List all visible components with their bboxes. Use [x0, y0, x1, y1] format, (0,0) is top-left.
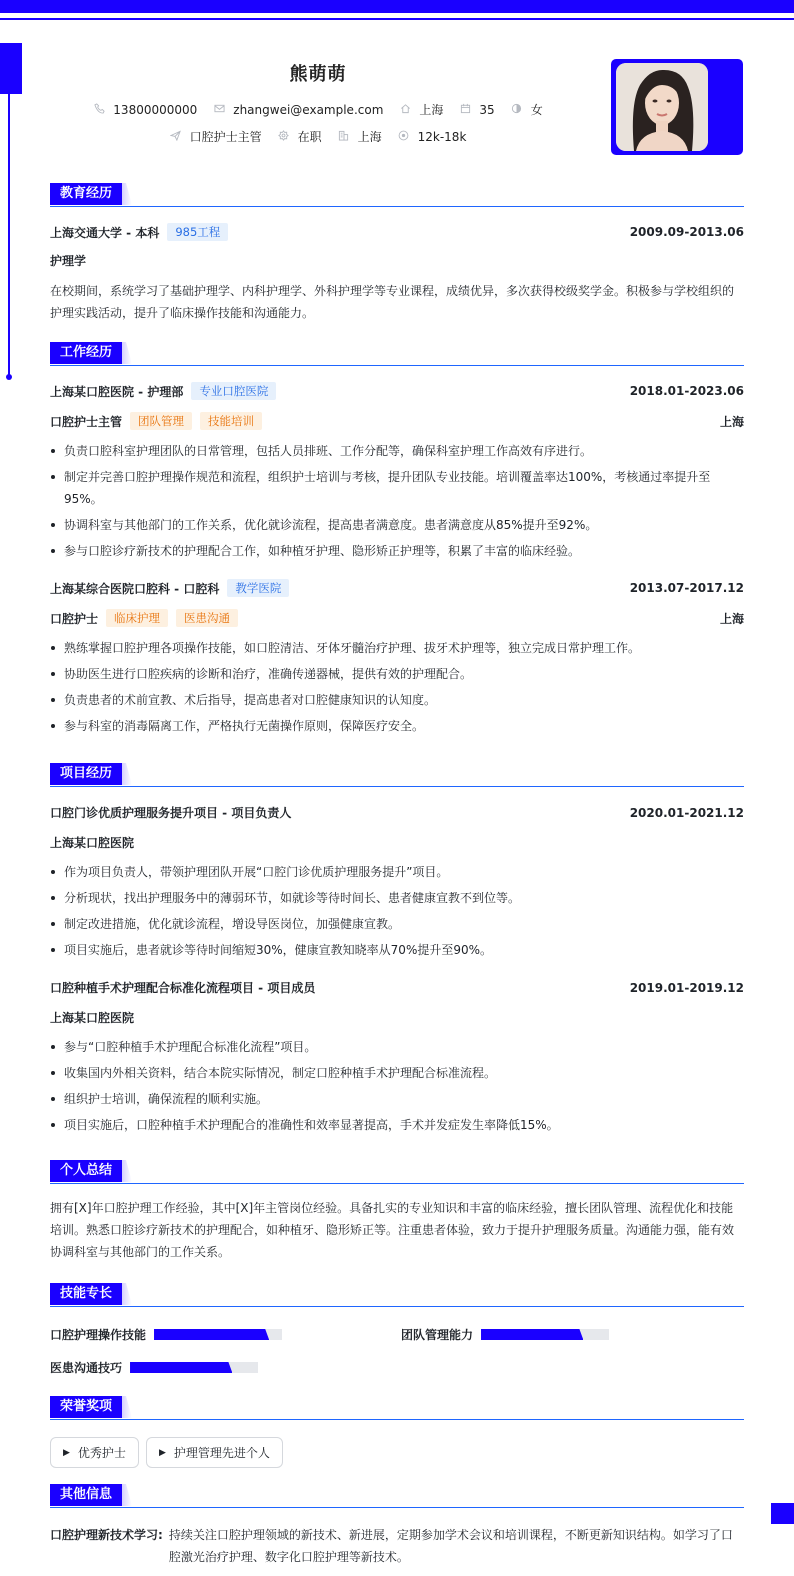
work-company-left: [50, 579, 289, 597]
phone-text: 13800000000: [113, 102, 198, 117]
role-tag: 团队管理: [130, 412, 192, 430]
work-role-left: [50, 412, 262, 430]
gender-text: 女: [530, 103, 543, 117]
gear-icon: [278, 130, 290, 144]
skill-bar-fill: [154, 1329, 269, 1340]
email-item: [213, 103, 383, 117]
award-label: 护理管理先进个人: [173, 1446, 270, 1460]
resume-name: 熊萌萌: [289, 64, 347, 85]
project-org-row: [50, 834, 744, 851]
project-org: 上海某口腔医院: [50, 1011, 135, 1025]
work-bullets: [50, 637, 744, 741]
company-tag: 教学医院: [227, 579, 289, 597]
email-text: zhangwei@example.com: [233, 102, 384, 117]
section-projects: [50, 763, 744, 787]
project-title: 口腔种植手术护理配合标准化流程项目 - 项目成员: [50, 981, 316, 995]
work-date: 2018.01-2023.06: [629, 384, 744, 398]
section-title-summary: 个人总结: [50, 1160, 122, 1182]
education-description: 在校期间，系统学习了基础护理学、内科护理学、外科护理学等专业课程，成绩优异，多次获得校级奖学金。积极参与学校组织的护理实践活动，提升了临床操作技能和沟通能力。: [50, 284, 735, 320]
work-role-left: [50, 609, 238, 627]
building-icon: [338, 130, 350, 144]
skill-item: [50, 1359, 258, 1376]
gender-item: [511, 101, 543, 118]
education-date: 2009.09-2013.06: [629, 225, 744, 239]
work-city: 上海: [719, 611, 744, 626]
school-tag: 985工程: [167, 223, 228, 241]
section-title-projects: 项目经历: [50, 763, 122, 785]
skill-bar-fill: [481, 1329, 583, 1340]
education-left: [50, 223, 228, 241]
phone-item: [93, 103, 197, 117]
project-bullets: [50, 1036, 744, 1140]
mail-icon: [213, 103, 225, 117]
list-item: 参与“口腔种植手术护理配合标准化流程”项目。: [50, 1036, 744, 1058]
coin-icon: [398, 130, 410, 144]
expected-city-text: 上海: [357, 130, 382, 144]
skill-item: [50, 1326, 282, 1343]
photo-frame: [611, 59, 743, 155]
role-name: 口腔护士: [50, 611, 99, 626]
age-text: 35: [479, 102, 495, 117]
section-title-other: 其他信息: [50, 1484, 122, 1506]
award-chip: [50, 1437, 139, 1468]
city-text: 上海: [419, 103, 444, 117]
section-skills: [50, 1283, 744, 1307]
top-accent-bar: [0, 0, 794, 13]
list-item: 制定并完善口腔护理操作规范和流程，组织护士培训与考核，提升团队专业技能。培训覆盖率达100%，考核通过率提升至95%。: [50, 466, 744, 510]
list-item: 作为项目负责人，带领护理团队开展“口腔门诊优质护理服务提升”项目。: [50, 861, 744, 883]
major-name: 护理学: [50, 254, 87, 268]
project-title: 口腔门诊优质护理服务提升项目 - 项目负责人: [50, 806, 292, 820]
list-item: 协调科室与其他部门的工作关系，优化就诊流程，提高患者满意度。患者满意度从85%提升至92%。: [50, 514, 744, 536]
bottom-right-accent-block: [771, 1503, 794, 1524]
project-org-row: [50, 1009, 744, 1026]
section-education: [50, 183, 744, 207]
other-info: [50, 1524, 744, 1568]
gender-icon: [511, 103, 523, 117]
section-title-education: 教育经历: [50, 183, 122, 205]
skill-label: 医患沟通技巧: [50, 1361, 123, 1375]
education-row: [50, 223, 744, 241]
skill-label: 团队管理能力: [401, 1328, 474, 1342]
work-date: 2013.07-2017.12: [629, 581, 744, 595]
job-item: [170, 128, 262, 145]
section-summary: [50, 1160, 744, 1184]
work-company-row: [50, 382, 744, 400]
work-role-row: [50, 412, 744, 430]
other-text: 持续关注口腔护理领域的新技术、新进展，定期参加学术会议和培训课程，不断更新知识结构。如学习了口腔激光治疗护理、数字化口腔护理等新技术。: [168, 1528, 733, 1564]
section-title-skills: 技能专长: [50, 1283, 122, 1305]
work-city: 上海: [719, 414, 744, 429]
award-chip: [146, 1437, 283, 1468]
skill-item: [401, 1326, 609, 1343]
job-text: 口腔护士主管: [189, 130, 262, 144]
expected-city-item: [338, 128, 382, 145]
play-icon: ▶: [159, 1447, 166, 1458]
role-name: 口腔护士主管: [50, 414, 123, 429]
status-text: 在职: [297, 130, 322, 144]
school-name: 上海交通大学 - 本科: [50, 225, 160, 240]
skill-bar-fill: [130, 1362, 232, 1373]
company-name: 上海某综合医院口腔科 - 口腔科: [50, 581, 220, 596]
role-tag: 医患沟通: [176, 609, 238, 627]
skill-bar-track: [154, 1329, 282, 1340]
work-company-left: [50, 382, 276, 400]
city-item: [399, 101, 443, 118]
list-item: 参与科室的消毒隔离工作，严格执行无菌操作原则，保障医疗安全。: [50, 715, 744, 737]
company-tag: 专业口腔医院: [191, 382, 276, 400]
status-item: [278, 128, 322, 145]
list-item: 组织护士培训，确保流程的顺利实施。: [50, 1088, 744, 1110]
award-label: 优秀护士: [77, 1446, 126, 1460]
project-title-row: [50, 979, 744, 996]
work-bullets: [50, 440, 744, 566]
list-item: 收集国内外相关资料，结合本院实际情况，制定口腔种植手术护理配合标准流程。: [50, 1062, 744, 1084]
other-label: 口腔护理新技术学习:: [50, 1528, 163, 1542]
project-bullets: [50, 861, 744, 965]
job-intent-row: [0, 128, 636, 145]
left-accent-dot: [6, 374, 12, 380]
list-item: 分析现状，找出护理服务中的薄弱环节，如就诊等待时间长、患者健康宣教不到位等。: [50, 887, 744, 909]
company-name: 上海某口腔医院 - 护理部: [50, 384, 184, 399]
summary-text: 拥有[X]年口腔护理工作经验，其中[X]年主管岗位经验。具备扎实的专业知识和丰富的临床经验，擅长团队管理、流程优化和技能培训。熟悉口腔诊疗新技术的护理配合，如种植牙、隐形矫正等。注重患者体验，致力于提升护理服务质量。沟通能力强，能有效协调科室与其他部门的工作关系。: [50, 1201, 735, 1259]
top-accent-line: [0, 18, 794, 20]
list-item: 项目实施后，患者就诊等待时间缩短30%，健康宣教知晓率从70%提升至90%。: [50, 939, 744, 961]
work-role-row: [50, 609, 744, 627]
salary-text: 12k-18k: [417, 129, 467, 144]
contact-row: [0, 101, 636, 118]
salary-item: [398, 130, 467, 144]
work-company-row: [50, 579, 744, 597]
list-item: 参与口腔诊疗新技术的护理配合工作，如种植牙护理、隐形矫正护理等，积累了丰富的临床经验。: [50, 540, 744, 562]
profile-photo: [616, 63, 708, 151]
list-item: 负责患者的术前宣教、术后指导，提高患者对口腔健康知识的认知度。: [50, 689, 744, 711]
project-title-row: [50, 804, 744, 821]
list-item: 熟练掌握口腔护理各项操作技能，如口腔清洁、牙体牙髓治疗护理、拔牙术护理等，独立完成日常护理工作。: [50, 637, 744, 659]
skill-bar-track: [481, 1329, 609, 1340]
project-date: 2020.01-2021.12: [629, 805, 744, 820]
list-item: 协助医生进行口腔疾病的诊断和治疗，准确传递器械，提供有效的护理配合。: [50, 663, 744, 685]
skill-bar-track: [130, 1362, 258, 1373]
age-item: [459, 103, 494, 117]
send-icon: [170, 130, 182, 144]
section-awards: [50, 1396, 744, 1420]
major-row: [50, 252, 744, 269]
project-org: 上海某口腔医院: [50, 836, 135, 850]
list-item: 制定改进措施，优化就诊流程，增设导医岗位，加强健康宣教。: [50, 913, 744, 935]
play-icon: ▶: [63, 1447, 70, 1458]
skill-label: 口腔护理操作技能: [50, 1328, 147, 1342]
section-other: [50, 1484, 744, 1508]
role-tag: 临床护理: [106, 609, 168, 627]
list-item: 项目实施后，口腔种植手术护理配合的准确性和效率显著提高，手术并发症发生率降低15%。: [50, 1114, 744, 1136]
home-icon: [399, 103, 411, 117]
phone-icon: [93, 103, 105, 117]
list-item: 负责口腔科室护理团队的日常管理，包括人员排班、工作分配等，确保科室护理工作高效有序进行。: [50, 440, 744, 462]
section-work: [50, 342, 744, 366]
section-title-awards: 荣誉奖项: [50, 1396, 122, 1418]
section-title-work: 工作经历: [50, 342, 122, 364]
role-tag: 技能培训: [200, 412, 262, 430]
calendar-icon: [459, 103, 471, 117]
project-date: 2019.01-2019.12: [629, 980, 744, 995]
